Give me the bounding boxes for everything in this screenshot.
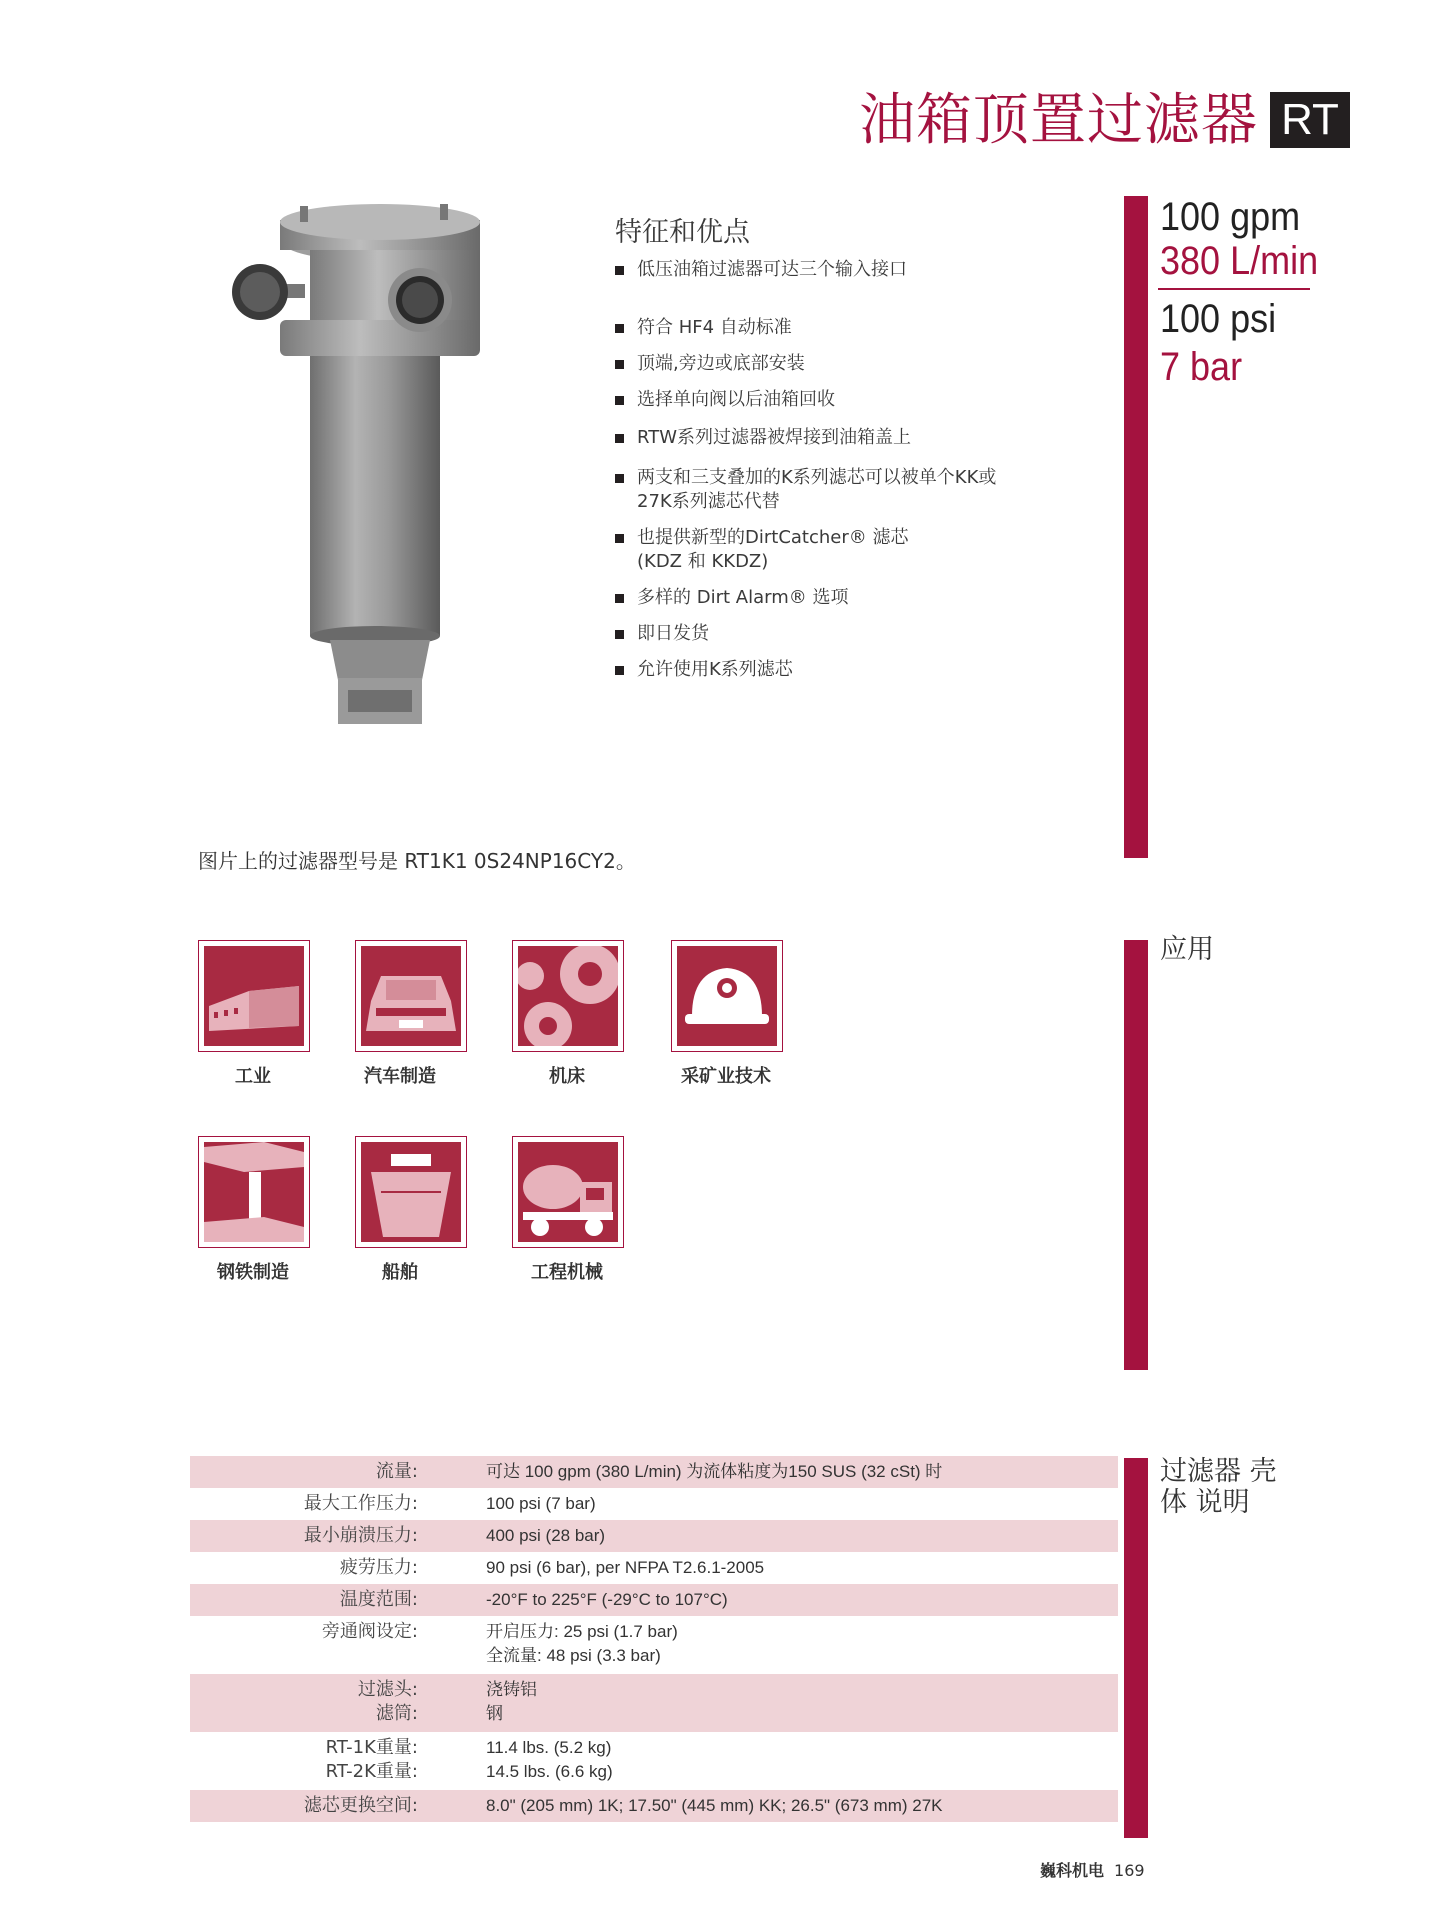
spec-flow-lmin: 380 L/min — [1160, 239, 1319, 283]
bullet-square-icon — [615, 534, 624, 543]
car-icon — [361, 946, 461, 1046]
housing-heading: 过滤器 壳体 说明 — [1160, 1456, 1277, 1518]
table-row: 最小崩溃压力: 400 psi (28 bar) — [190, 1520, 1118, 1552]
mixer-truck-icon — [518, 1142, 618, 1242]
accent-bar-housing — [1124, 1458, 1148, 1838]
application-tile-machine-tools — [512, 940, 624, 1052]
application-label: 采矿业技术 — [681, 1066, 771, 1087]
table-row: 旁通阀设定: 开启压力: 25 psi (1.7 bar) 全流量: 48 psi (3.3 bar) — [321, 1621, 678, 1665]
bullet-square-icon — [615, 630, 624, 639]
ship-icon — [361, 1142, 461, 1242]
applications-heading: 应用 — [1160, 934, 1214, 965]
application-tile-construction — [512, 1136, 624, 1248]
features-heading: 特征和优点 — [615, 217, 750, 248]
application-label: 机床 — [549, 1066, 585, 1087]
product-photo — [230, 200, 530, 740]
application-tile-marine — [355, 1136, 467, 1248]
accent-bar-applications — [1124, 940, 1148, 1370]
factory-icon — [204, 946, 304, 1046]
table-row: 流量: 可达 100 gpm (380 L/min) 为流体粘度为150 SUS (32 cSt) 时 — [190, 1456, 1118, 1488]
bullet-square-icon — [615, 396, 624, 405]
application-label: 钢铁制造 — [217, 1262, 289, 1283]
application-label: 工业 — [235, 1066, 271, 1087]
spec-pressure-bar: 7 bar — [1160, 345, 1243, 389]
page-title: 油箱顶置过滤器 — [859, 88, 1258, 153]
bullet-square-icon — [615, 324, 624, 333]
series-badge: RT — [1270, 92, 1350, 148]
table-row: RT-1K重量: RT-2K重量: 11.4 lbs. (5.2 kg) 14.5 lbs. (6.6 kg) — [325, 1737, 613, 1782]
application-tile-steel — [198, 1136, 310, 1248]
bullet-square-icon — [615, 594, 624, 603]
spec-pressure-psi: 100 psi — [1160, 297, 1277, 341]
spec-flow-gpm: 100 gpm — [1160, 195, 1301, 239]
application-label: 汽车制造 — [364, 1066, 436, 1087]
application-tile-automotive — [355, 940, 467, 1052]
bullet-square-icon — [615, 666, 624, 675]
bullet-square-icon — [615, 434, 624, 443]
table-row: 温度范围: -20°F to 225°F (-29°C to 107°C) — [190, 1584, 1118, 1616]
page-footer — [1040, 1858, 1145, 1881]
page-header — [800, 86, 1350, 156]
accent-bar-specs — [1124, 196, 1148, 858]
bullet-square-icon — [615, 474, 624, 483]
spec-divider — [1158, 288, 1310, 290]
application-label: 工程机械 — [531, 1262, 603, 1283]
housing-spec-table — [190, 1456, 1118, 1822]
table-row: 过滤头: 滤筒: 浇铸铝 钢 — [190, 1674, 1118, 1732]
application-tile-industrial — [198, 940, 310, 1052]
table-row: 疲劳压力: 90 psi (6 bar), per NFPA T2.6.1-2005 — [339, 1557, 765, 1578]
page-number: 169 — [1114, 1861, 1145, 1880]
photo-caption: 图片上的过滤器型号是 RT1K1 0S24NP16CY2。 — [198, 849, 636, 873]
steel-beam-icon — [204, 1142, 304, 1242]
bullet-square-icon — [615, 360, 624, 369]
table-row: 最大工作压力: 100 psi (7 bar) — [303, 1493, 596, 1514]
bullet-square-icon — [615, 266, 624, 275]
table-row: 滤芯更换空间: 8.0" (205 mm) 1K; 17.50" (445 mm) KK; 26.5" (673 mm) 27K — [190, 1790, 1118, 1822]
gears-icon — [518, 946, 618, 1046]
application-label: 船舶 — [382, 1262, 418, 1283]
application-tile-mining — [671, 940, 783, 1052]
footer-company: 巍科机电 — [1040, 1861, 1105, 1880]
hard-hat-icon — [677, 946, 777, 1046]
